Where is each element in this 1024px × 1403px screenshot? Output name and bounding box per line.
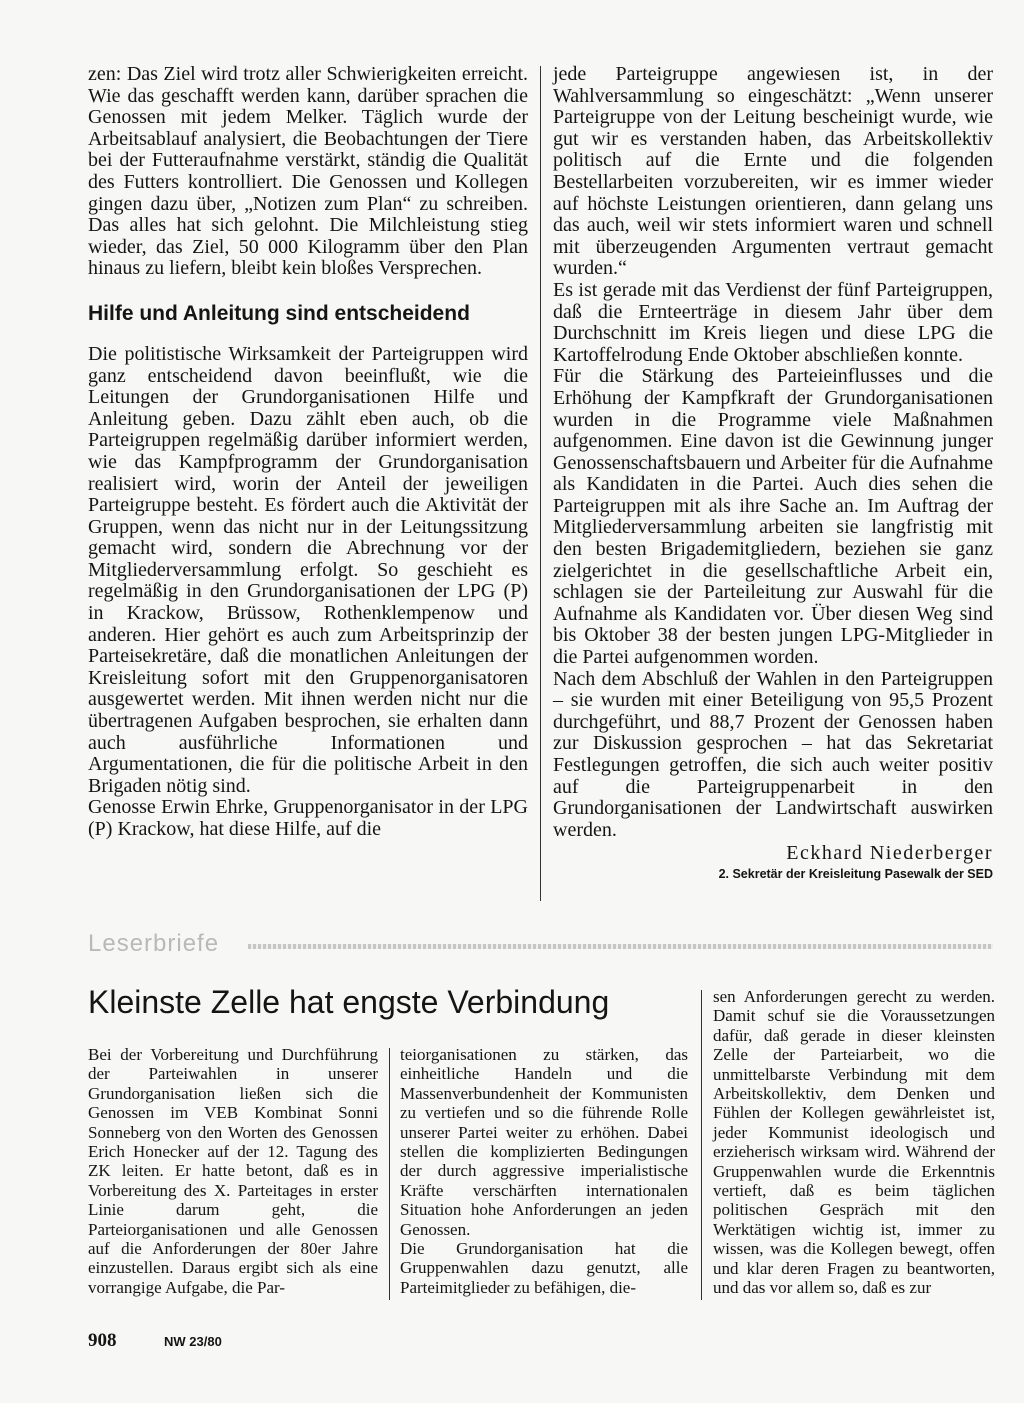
letter-column-2 bbox=[400, 1045, 688, 1297]
letter-column-1 bbox=[88, 1045, 378, 1297]
paragraph: jede Parteigruppe angewiesen ist, in der Wahlversammlung so eingeschätzt: „Wenn unserer Parteigruppe von der Leitung bescheinigt wurde, wie gut wir es verstanden haben, das Arbeitskollektiv politisch auf die Ernte und die folgenden Bestellarbeiten vorzubereiten, wir es immer wieder auf höchste Leistungen orientieren, dann gelang uns das auch, weil wir stets informiert waren und schnell mit überzeugenden Argumenten vertraut gemacht wurden.“ bbox=[553, 63, 993, 280]
article-right-column bbox=[553, 64, 993, 883]
paragraph: Nach dem Abschluß der Wahlen in den Parteigruppen – sie wurden mit einer Beteiligung von 95,5 Prozent durchgeführt, und 88,7 Prozent der Genossen haben zur Diskussion gesprochen – hat das Sekretariat Festlegungen getroffen, die sich auch weiter positiv auf die Parteigruppenarbeit in den Grundorganisationen der Landwirtschaft auswirken werden. bbox=[553, 667, 993, 841]
section-label: Leserbriefe bbox=[88, 930, 220, 957]
paragraph: Genosse Erwin Ehrke, Gruppenorganisator in der LPG (P) Krackow, hat diese Hilfe, auf die bbox=[88, 796, 528, 840]
paragraph: Es ist gerade mit das Verdienst der fünf Parteigruppen, daß die Ernteerträge in diesem Jahr über dem Durchschnitt im Kreis liegen und diese LPG die Kartoffelrodung Ende Oktober abschließen konnte. bbox=[553, 278, 993, 366]
section-divider bbox=[248, 944, 993, 949]
column-divider bbox=[540, 66, 541, 901]
column-divider bbox=[389, 1048, 390, 1300]
letter-headline: Kleinste Zelle hat engste Verbindung bbox=[88, 984, 610, 1020]
paragraph: Bei der Vorbereitung und Durchführung der Parteiwahlen in unserer Grundorganisation ließen sich die Genossen im VEB Kombinat Sonni Sonneberg von den Worten des Genossen Erich Honecker auf der 12. Tagung des ZK leiten. Er hatte betont, daß es in Vorbereitung des X. Parteitages in erster Linie darum geht, die Parteiorganisationen und alle Genossen auf die Anforderungen der 80er Jahre einzustellen. Daraus ergibt sich als eine vorrangige Aufgabe, die Par- bbox=[88, 1045, 378, 1297]
issue-label: NW 23/80 bbox=[164, 1334, 222, 1349]
author-name: Eckhard Niederberger bbox=[786, 842, 993, 865]
letter-column-3 bbox=[713, 987, 995, 1298]
paragraph: Die Grundorganisation hat die Gruppenwahlen dazu genutzt, alle Parteimitglieder zu befähigen, die- bbox=[400, 1239, 688, 1297]
subheading: Hilfe und Anleitung sind entscheidend bbox=[88, 301, 470, 325]
paragraph: Für die Stärkung des Parteieinflusses und die Erhöhung der Kampfkraft der Grundorganisationen wurden in die Programme viele Maßnahmen aufgenommen. Eine davon ist die Gewinnung junger Genossenschaftsbauern und Arbeiter für die Aufnahme als Kandidaten in die Partei. Auch dies sehen die Parteigruppen mit als ihre Sache an. Im Auftrag der Mitgliederversammlung arbeiten sie langfristig mit den besten Brigademitgliedern, beziehen sie ganz zielgerichtet in die gesellschaftliche Arbeit ein, schlagen sie der Parteileitung zur Auswahl für die Aufnahme als Kandidaten vor. Über diesen Weg sind bis Oktober 38 der besten jungen LPG-Mitglieder in die Partei aufgenommen worden. bbox=[553, 365, 993, 669]
paragraph: zen: Das Ziel wird trotz aller Schwierigkeiten erreicht. Wie das geschafft werden kann, darüber sprachen die Genossen mit jedem Melker. Täglich wurde der Arbeitsablauf analysiert, die Beobachtungen der Tiere bei der Futteraufnahme verstärkt, ständig die Qualität des Futters kontrolliert. Die Genossen und Kollegen gingen dazu über, „Notizen zum Plan“ zu schreiben. Das alles hat sich gelohnt. Die Milchleistung stieg wieder, das Ziel, 50 000 Kilogramm über den Plan hinaus zu liefern, bleibt kein bloßes Versprechen. bbox=[88, 63, 528, 280]
paragraph: sen Anforderungen gerecht zu werden. Damit schuf sie die Voraussetzungen dafür, daß gerade in dieser kleinsten Zelle der Parteiarbeit, wo die unmittelbarste Verbindung mit dem Arbeitskollektiv, dem Denken und Fühlen der Kollegen gewährleistet ist, jeder Kommunist ideologisch und erzieherisch wirksam wird. Während der Gruppenwahlen wurde die Erkenntnis vertieft, daß es beim täglichen politischen Gespräch mit den Werktätigen wichtig ist, immer zu wissen, was die Kollegen bewegt, offen und klar deren Fragen zu beantworten, und das vor allem so, daß es zur bbox=[713, 987, 995, 1298]
paragraph: teiorganisationen zu stärken, das einheitliche Handeln und die Massenverbundenheit der Kommunisten zu vertiefen und so die führende Rolle unserer Partei weiter zu erhöhen. Dabei stellen die komplizierten Bedingungen der durch aggressive imperialistische Kräfte verschärften internationalen Situation hohe Anforderungen an jeden Genossen. bbox=[400, 1045, 688, 1239]
column-divider bbox=[701, 990, 702, 1300]
page-number: 908 bbox=[88, 1330, 117, 1351]
article-left-column bbox=[88, 64, 528, 841]
author-title: 2. Sekretär der Kreisleitung Pasewalk der SED bbox=[718, 866, 993, 881]
paragraph: Die politistische Wirksamkeit der Parteigruppen wird ganz entscheidend davon beeinflußt, wie die Leitungen der Grundorganisationen Hilfe und Anleitung geben. Dazu zählt eben auch, ob die Parteigruppen regelmäßig darüber informiert werden, wie das Kampfprogramm der Grundorganisation realisiert wird, worin der Anteil der jeweiligen Parteigruppe besteht. Es fördert auch die Aktivität der Gruppen, wenn das nicht nur in der Leitungssitzung gemacht wird, sondern die Abrechnung vor der Mitgliederversammlung erfolgt. So geschieht es regelmäßig in den Grundorganisationen der LPG (P) in Krackow, Brüssow, Rothenklempenow und anderen. Hier gehört es auch zum Arbeitsprinzip der Parteisekretäre, daß die monatlichen Anleitungen der Kreisleitung sofort mit den Gruppenorganisatoren ausgewertet werden. Mit ihnen werden nicht nur die übertragenen Aufgaben besprochen, sie erhalten dann auch ausführliche Informationen und Argumentationen, die für die politische Arbeit in den Brigaden nötig sind. bbox=[88, 342, 528, 797]
